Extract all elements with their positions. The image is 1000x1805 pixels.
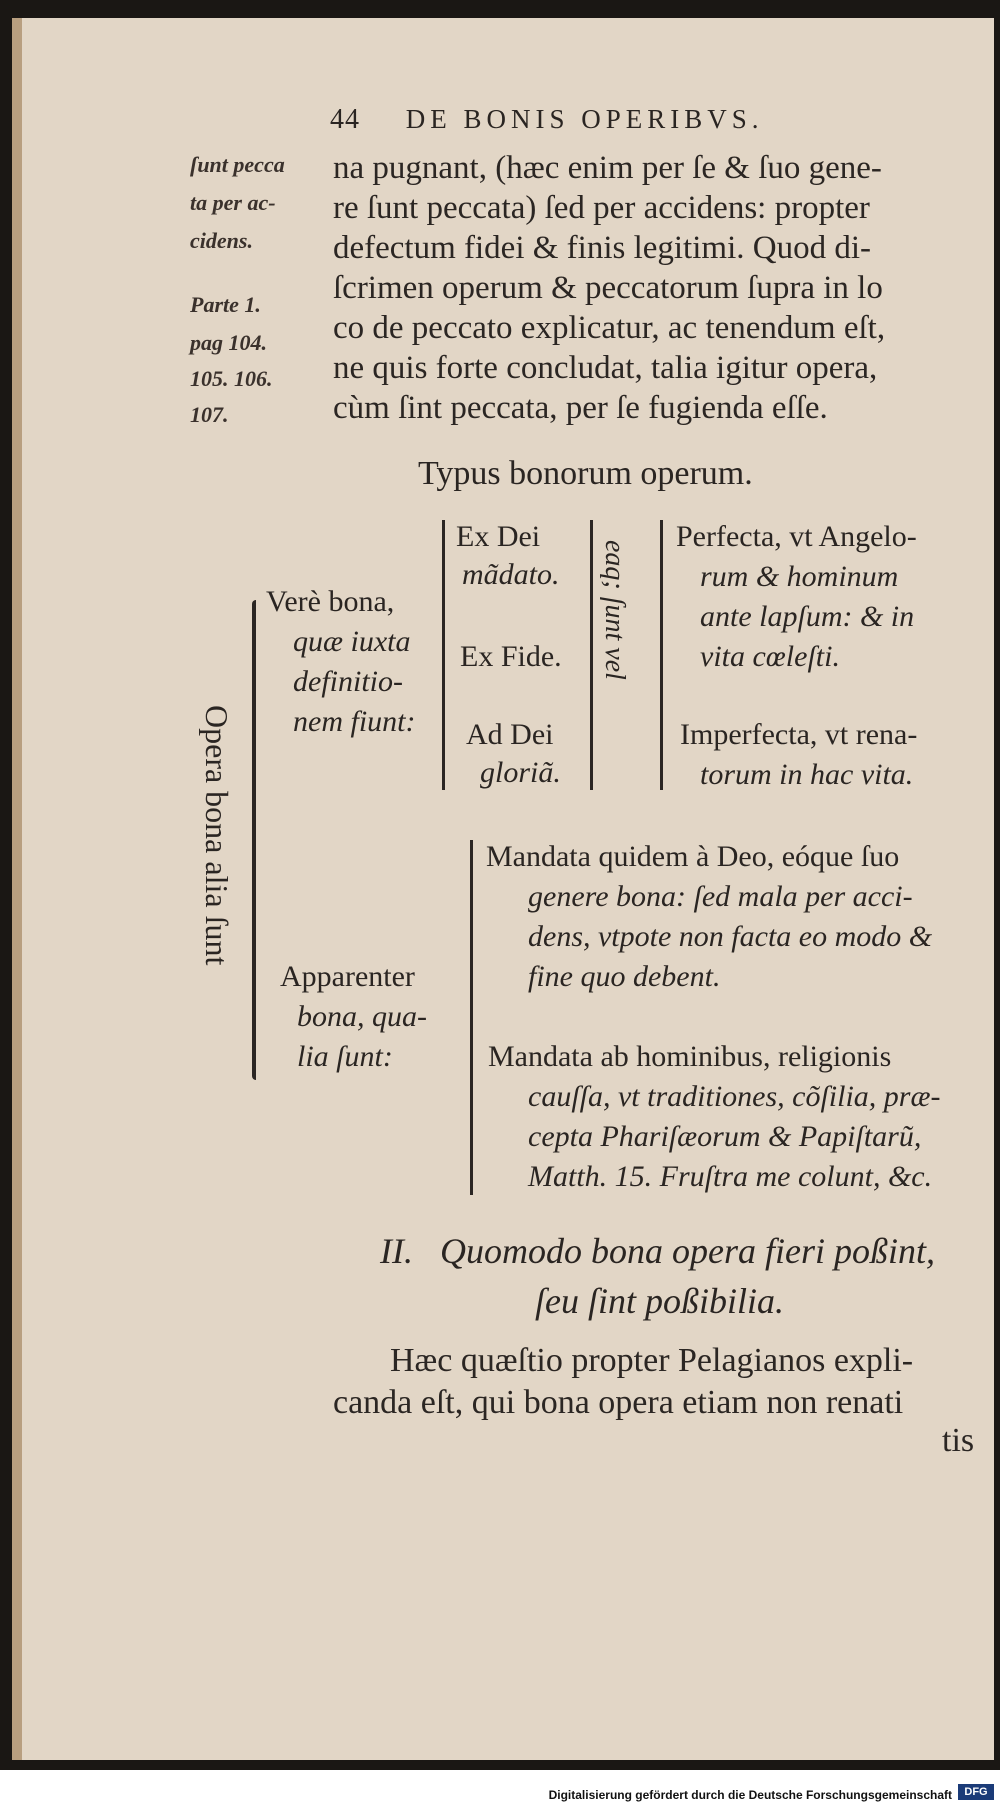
- criterion-line: Ad Dei: [466, 718, 554, 751]
- body-line: canda eſt, qui bona opera etiam non renati: [333, 1384, 904, 1421]
- running-title: DE BONIS OPERIBVS.: [405, 104, 764, 134]
- imperfecta-line: torum in hac vita.: [700, 758, 914, 791]
- mandata-deo-line: genere bona: ſed mala per acci-: [528, 880, 913, 913]
- section-title: [380, 1230, 935, 1272]
- body-line: ne quis forte concludat, talia igitur opera,: [333, 350, 878, 386]
- apparenter-line: lia ſunt:: [297, 1040, 393, 1073]
- running-header: [330, 104, 764, 136]
- criterion-line: gloriã.: [480, 756, 561, 789]
- criterion-line: Ex Dei: [456, 520, 541, 553]
- page-number: 44: [330, 104, 360, 135]
- marginal-note: 107.: [190, 402, 229, 427]
- apparenter-line: Apparenter: [280, 960, 415, 993]
- mandata-deo-line: fine quo debent.: [528, 960, 721, 993]
- marginal-note: cidens.: [190, 228, 253, 253]
- imperfecta-line: Imperfecta, vt rena-: [680, 718, 918, 751]
- quality-brace: [660, 520, 663, 790]
- eaque-label: eaq; ſunt vel: [599, 540, 630, 680]
- criterion-line: Ex Fide.: [460, 640, 562, 673]
- section-number: II.: [380, 1231, 413, 1271]
- catchword: tis: [942, 1422, 975, 1459]
- apparenter-line: bona, qua-: [297, 1000, 427, 1033]
- dfg-logo: DFG: [958, 1784, 994, 1800]
- body-line: na pugnant, (hæc enim per ſe & ſuo gene-: [333, 150, 882, 186]
- vere-line: definitio-: [293, 665, 403, 698]
- mandata-hominibus-line: cauſſa, vt traditiones, cõſilia, præ-: [528, 1080, 941, 1113]
- body-line: re ſunt peccata) ſed per accidens: propter: [333, 190, 870, 226]
- footer-credit: Digitalisierung gefördert durch die Deutsche Forschungsgemeinschaft: [548, 1788, 952, 1802]
- vere-line: nem fiunt:: [293, 705, 416, 738]
- perfecta-line: rum & hominum: [700, 560, 899, 593]
- criteria-brace: [442, 520, 445, 790]
- diagram-heading: Typus bonorum operum.: [418, 455, 753, 492]
- marginal-note: pag 104.: [190, 330, 267, 355]
- body-line: Hæc quæſtio propter Pelagianos expli-: [390, 1342, 914, 1379]
- section-title-line: Quomodo bona opera fieri poßint,: [439, 1231, 935, 1271]
- vere-line: Verè bona,: [266, 585, 395, 618]
- body-line: defectum fidei & finis legitimi. Quod di-: [333, 230, 871, 266]
- body-line: ſcrimen operum & peccatorum ſupra in lo: [333, 270, 883, 306]
- mandata-hominibus-line: Mandata ab hominibus, religionis: [488, 1040, 892, 1073]
- marginal-note: ſunt pecca: [190, 152, 285, 177]
- mandata-hominibus-line: cepta Phariſæorum & Papiſtarũ,: [528, 1120, 922, 1153]
- body-line: co de peccato explicatur, ac tenendum eſt,: [333, 310, 886, 346]
- criterion-line: mãdato.: [462, 558, 560, 591]
- root-brace: [252, 600, 256, 1080]
- mandata-hominibus-line: Matth. 15. Fruſtra me colunt, &c.: [528, 1160, 933, 1193]
- body-line: cùm ſint peccata, per ſe fugienda eſſe.: [333, 390, 828, 426]
- criteria-close-brace: [590, 520, 593, 790]
- marginal-note: 105. 106.: [190, 366, 273, 391]
- mandata-deo-line: Mandata quidem à Deo, eóque ſuo: [486, 840, 900, 873]
- mandata-deo-line: dens, vtpote non facta eo modo &: [528, 920, 933, 953]
- section-title-line: ſeu ſint poßibilia.: [535, 1281, 784, 1321]
- perfecta-line: vita cœleſti.: [700, 640, 840, 673]
- vere-line: quæ iuxta: [293, 625, 411, 658]
- diagram-root-label: Opera bona alia ſunt: [199, 705, 235, 966]
- marginal-note: ta per ac-: [190, 190, 276, 215]
- apparenter-brace: [470, 840, 473, 1195]
- perfecta-line: ante lapſum: & in: [700, 600, 915, 633]
- perfecta-line: Perfecta, vt Angelo-: [676, 520, 917, 553]
- marginal-note: Parte 1.: [190, 292, 261, 317]
